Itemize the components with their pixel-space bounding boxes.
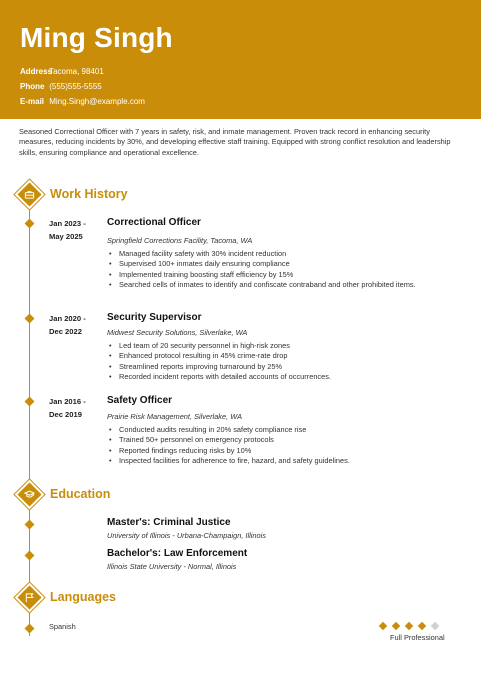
language-level: Full Professional bbox=[390, 633, 445, 642]
timeline-dot bbox=[25, 397, 35, 407]
timeline-line bbox=[29, 196, 30, 636]
job-start-date: Jan 2020 - bbox=[49, 314, 86, 323]
phone-value: (555)555-5555 bbox=[49, 82, 102, 91]
degree-title: Bachelor's: Law Enforcement bbox=[107, 548, 248, 559]
job-bullet: • Managed facility safety with 30% incident reduction bbox=[107, 249, 437, 259]
job-start-date: Jan 2023 - bbox=[49, 219, 86, 228]
job-bullet: • Streamlined reports improving turnaround by 25% bbox=[107, 362, 437, 372]
job-end-date: Dec 2022 bbox=[49, 327, 82, 336]
email-value: Ming.Singh@example.com bbox=[49, 97, 145, 106]
job-bullet: • Reported findings reducing risks by 10% bbox=[107, 446, 437, 456]
school-name: University of Illinois - Urbana-Champaign, Illinois bbox=[107, 531, 266, 540]
job-bullet: • Trained 50+ personnel on emergency protocols bbox=[107, 435, 437, 445]
education-title: Education bbox=[50, 487, 111, 501]
timeline-dot bbox=[25, 314, 35, 324]
job-bullets bbox=[107, 425, 437, 467]
rating-diamond-empty bbox=[431, 622, 439, 630]
job-title: Correctional Officer bbox=[107, 217, 201, 228]
job-end-date: May 2025 bbox=[49, 232, 83, 241]
school-name: Illinois State University - Normal, Illinois bbox=[107, 562, 237, 571]
job-end-date: Dec 2019 bbox=[49, 410, 82, 419]
language-name: Spanish bbox=[49, 622, 76, 631]
job-bullet: • Conducted audits resulting in 20% safety compliance rise bbox=[107, 425, 437, 435]
language-rating bbox=[378, 622, 448, 631]
flag-icon bbox=[15, 583, 45, 613]
contact-address bbox=[20, 67, 104, 76]
work-history-title: Work History bbox=[50, 187, 128, 201]
job-company: Springfield Corrections Facility, Tacoma, WA bbox=[107, 236, 253, 245]
timeline-dot bbox=[25, 624, 35, 634]
rating-diamond-filled bbox=[379, 622, 387, 630]
professional-summary: Seasoned Correctional Officer with 7 years in safety, risk, and inmate management. Proven track record in enhancing security measures, reducing incidents by 30%, and developing effective staff training. Equipped with strong conflict resolution and leadership skills, ensuring compliance and operational excellence. bbox=[19, 127, 451, 157]
job-company: Prairie Risk Management, Silverlake, WA bbox=[107, 412, 242, 421]
languages-title: Languages bbox=[50, 590, 116, 604]
resume-header bbox=[0, 0, 481, 119]
address-label: Address bbox=[20, 67, 53, 76]
job-bullet: • Searched cells of inmates to identify and confiscate contraband and other prohibited items. bbox=[107, 280, 437, 290]
job-start-date: Jan 2016 - bbox=[49, 397, 86, 406]
job-bullets bbox=[107, 249, 437, 291]
timeline-dot bbox=[25, 551, 35, 561]
job-bullet: • Led team of 20 security personnel in high-risk zones bbox=[107, 341, 437, 351]
contact-phone bbox=[20, 82, 102, 91]
job-bullet: • Recorded incident reports with detailed accounts of occurrences. bbox=[107, 372, 437, 382]
graduation-cap-icon bbox=[15, 480, 45, 510]
email-label: E-mail bbox=[20, 97, 45, 106]
timeline-dot bbox=[25, 219, 35, 229]
address-value: Tacoma, 98401 bbox=[49, 67, 104, 76]
job-title: Security Supervisor bbox=[107, 312, 202, 323]
timeline-dot bbox=[25, 520, 35, 530]
briefcase-icon bbox=[15, 180, 45, 210]
degree-title: Master's: Criminal Justice bbox=[107, 517, 231, 528]
job-company: Midwest Security Solutions, Silverlake, WA bbox=[107, 328, 248, 337]
job-bullet: • Implemented training boosting staff efficiency by 15% bbox=[107, 270, 437, 280]
job-bullet: • Supervised 100+ inmates daily ensuring compliance bbox=[107, 259, 437, 269]
job-bullets bbox=[107, 341, 437, 383]
rating-diamond-filled bbox=[418, 622, 426, 630]
candidate-name: Ming Singh bbox=[20, 22, 173, 53]
rating-diamond-filled bbox=[405, 622, 413, 630]
contact-email bbox=[20, 97, 145, 106]
rating-diamond-filled bbox=[392, 622, 400, 630]
job-bullet: • Enhanced protocol resulting in 45% crime-rate drop bbox=[107, 351, 437, 361]
job-title: Safety Officer bbox=[107, 395, 173, 406]
job-bullet: • Inspected facilities for adherence to fire, hazard, and safety guidelines. bbox=[107, 456, 437, 466]
job-date bbox=[49, 217, 86, 243]
phone-label: Phone bbox=[20, 82, 45, 91]
job-date bbox=[49, 312, 86, 338]
job-date bbox=[49, 395, 86, 421]
